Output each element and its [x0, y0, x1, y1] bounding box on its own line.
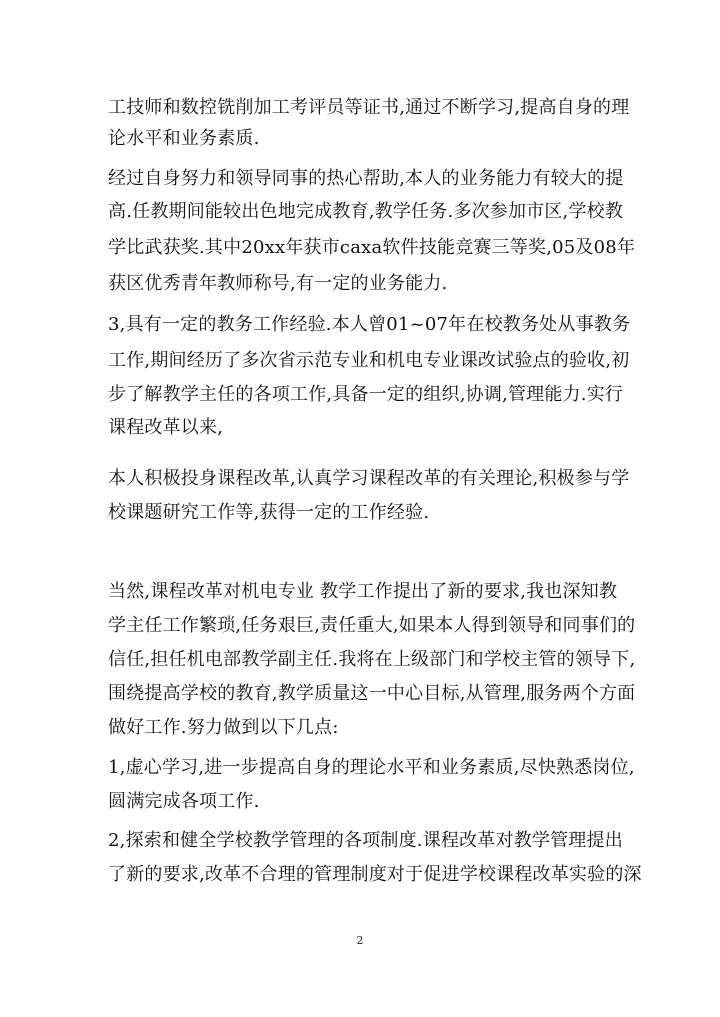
text-line: 论水平和业务素质. — [108, 128, 260, 149]
page-number: 2 — [356, 934, 364, 947]
text-line: 圆满完成各项工作. — [108, 791, 260, 812]
text-line: 校课题研究工作等,获得一定的工作经验. — [108, 502, 430, 523]
text-line: 信任,担任机电部教学副主任.我将在上级部门和学校主管的领导下, — [108, 649, 636, 670]
text-line: 围绕提高学校的教育,教学质量这一中心目标,从管理,服务两个方面 — [108, 683, 636, 704]
text-line: 1,虚心学习,进一步提高自身的理论水平和业务素质,尽快熟悉岗位, — [108, 757, 635, 778]
text-line: 当然,课程改革对机电专业 教学工作提出了新的要求,我也深知教 — [108, 581, 618, 602]
text-line: 学比武获奖.其中20xx年获市caxa软件技能竞赛三等奖,05及08年 — [108, 237, 636, 258]
text-line: 本人积极投身课程改革,认真学习课程改革的有关理论,积极参与学 — [108, 468, 630, 489]
text-line: 2,探索和健全学校教学管理的各项制度.课程改革对教学管理提出 — [108, 830, 623, 851]
text-line: 步了解教学主任的各项工作,具备一定的组织,协调,管理能力.实行 — [108, 384, 624, 405]
text-line: 工作,期间经历了多次省示范专业和机电专业课改试验点的验收,初 — [108, 350, 630, 371]
text-line: 高.任教期间能较出色地完成教育,教学任务.多次参加市区,学校教 — [108, 201, 624, 222]
text-line: 获区优秀青年教师称号,有一定的业务能力. — [108, 273, 448, 294]
text-line: 经过自身努力和领导同事的热心帮助,本人的业务能力有较大的提 — [108, 168, 624, 189]
text-line: 学主任工作繁琐,任务艰巨,责任重大,如果本人得到领导和同事们的 — [108, 615, 636, 636]
text-line: 课程改革以来, — [108, 417, 224, 438]
text-line: 3,具有一定的教务工作经验.本人曾01~07年在校教务处从事教务 — [108, 314, 631, 335]
text-line: 了新的要求,改革不合理的管理制度对于促进学校课程改革实验的深 — [108, 864, 642, 885]
text-line: 工技师和数控铣削加工考评员等证书,通过不断学习,提高自身的理 — [108, 97, 630, 118]
text-line: 做好工作.努力做到以下几点: — [108, 717, 339, 738]
